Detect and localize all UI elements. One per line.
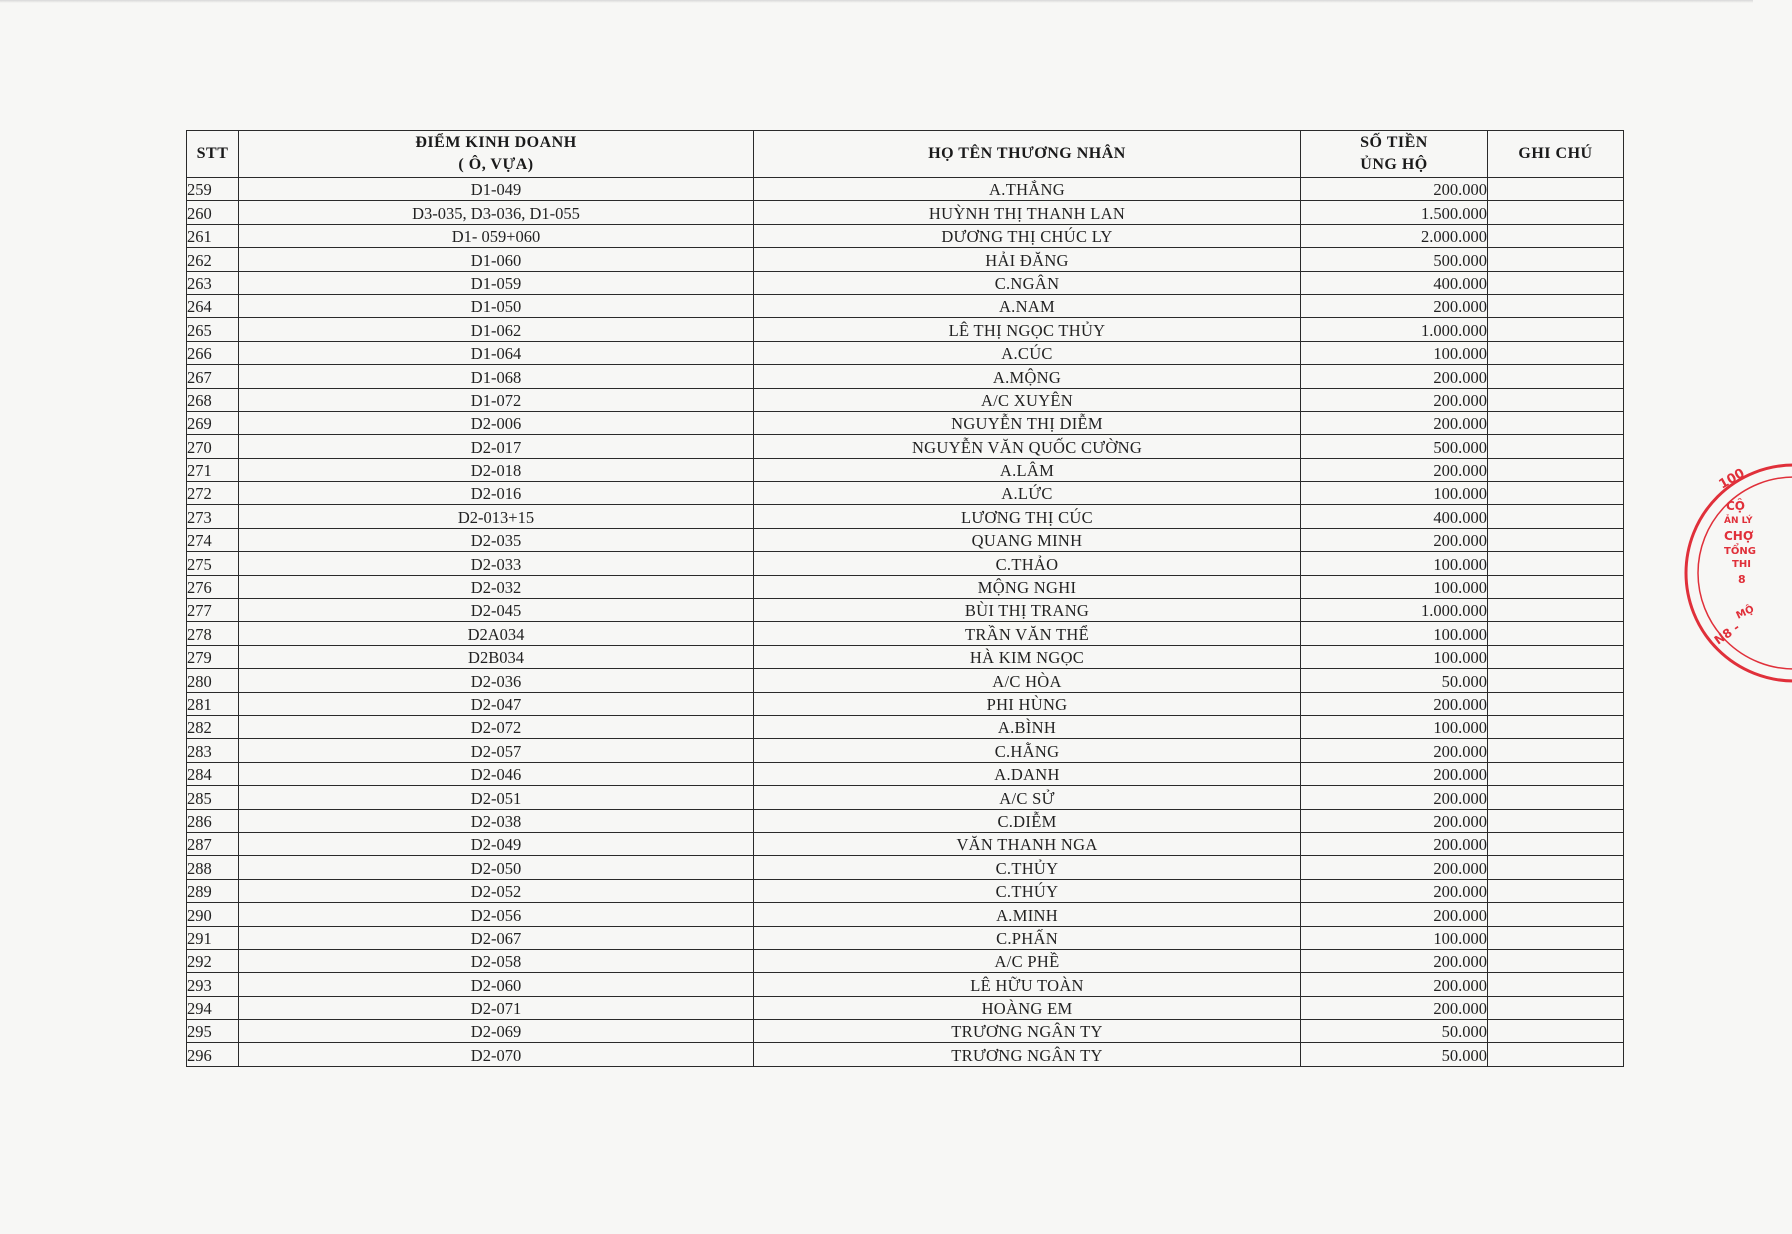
cell-note: [1488, 856, 1624, 879]
header-location-line2: ( Ô, VỰA): [458, 156, 534, 173]
table-row: [187, 786, 1624, 809]
cell-note: [1488, 1020, 1624, 1043]
cell-merchant: C.HẰNG: [754, 739, 1301, 762]
cell-stt: 271: [187, 458, 239, 481]
cell-note: [1488, 178, 1624, 201]
cell-location: D1-062: [239, 318, 754, 341]
cell-amount: 200.000: [1301, 903, 1488, 926]
cell-stt: 270: [187, 435, 239, 458]
cell-stt: 295: [187, 1020, 239, 1043]
table-row: [187, 996, 1624, 1019]
cell-location: D2-033: [239, 552, 754, 575]
table-header-row: [187, 131, 1624, 178]
cell-amount: 200.000: [1301, 856, 1488, 879]
cell-amount: 2.000.000: [1301, 224, 1488, 247]
cell-location: D2-057: [239, 739, 754, 762]
cell-stt: 288: [187, 856, 239, 879]
cell-location: D1-068: [239, 365, 754, 388]
cell-location: D2-046: [239, 762, 754, 785]
cell-location: D2-036: [239, 669, 754, 692]
cell-merchant: A.CÚC: [754, 341, 1301, 364]
header-note: GHI CHÚ: [1488, 131, 1624, 178]
cell-merchant: C.DIỄM: [754, 809, 1301, 832]
cell-amount: 100.000: [1301, 926, 1488, 949]
cell-amount: 200.000: [1301, 458, 1488, 481]
cell-amount: 100.000: [1301, 622, 1488, 645]
cell-note: [1488, 248, 1624, 271]
header-merchant: HỌ TÊN THƯƠNG NHÂN: [754, 131, 1301, 178]
cell-amount: 400.000: [1301, 271, 1488, 294]
cell-merchant: C.THỦY: [754, 856, 1301, 879]
cell-amount: 200.000: [1301, 411, 1488, 434]
cell-stt: 266: [187, 341, 239, 364]
cell-merchant: TRƯƠNG NGÂN TY: [754, 1043, 1301, 1066]
table-row: [187, 365, 1624, 388]
cell-merchant: LÊ THỊ NGỌC THỦY: [754, 318, 1301, 341]
table-row: [187, 622, 1624, 645]
cell-merchant: A/C SỬ: [754, 786, 1301, 809]
table-row: [187, 715, 1624, 738]
cell-merchant: HẢI ĐĂNG: [754, 248, 1301, 271]
table-row: [187, 809, 1624, 832]
cell-stt: 283: [187, 739, 239, 762]
cell-note: [1488, 435, 1624, 458]
table-row: [187, 552, 1624, 575]
cell-note: [1488, 903, 1624, 926]
cell-amount: 50.000: [1301, 1020, 1488, 1043]
seal-graphic: [1712, 455, 1792, 685]
cell-location: D2A034: [239, 622, 754, 645]
cell-stt: 289: [187, 879, 239, 902]
cell-merchant: LƯƠNG THỊ CÚC: [754, 505, 1301, 528]
cell-stt: 286: [187, 809, 239, 832]
cell-amount: 200.000: [1301, 388, 1488, 411]
cell-amount: 100.000: [1301, 341, 1488, 364]
cell-amount: 200.000: [1301, 973, 1488, 996]
cell-amount: 100.000: [1301, 715, 1488, 738]
cell-location: D2-070: [239, 1043, 754, 1066]
cell-stt: 263: [187, 271, 239, 294]
header-amount-line2: ỦNG HỘ: [1360, 156, 1428, 173]
table-row: [187, 435, 1624, 458]
cell-amount: 200.000: [1301, 692, 1488, 715]
cell-merchant: NGUYỄN VĂN QUỐC CƯỜNG: [754, 435, 1301, 458]
cell-location: D1-059: [239, 271, 754, 294]
cell-note: [1488, 739, 1624, 762]
cell-location: D1-060: [239, 248, 754, 271]
cell-location: D2B034: [239, 645, 754, 668]
table-row: [187, 669, 1624, 692]
cell-merchant: A/C XUYÊN: [754, 388, 1301, 411]
svg-text:N8 -: N8 -: [1711, 620, 1743, 648]
cell-amount: 200.000: [1301, 528, 1488, 551]
table-row: [187, 178, 1624, 201]
cell-note: [1488, 482, 1624, 505]
cell-location: D2-032: [239, 575, 754, 598]
cell-merchant: HÀ KIM NGỌC: [754, 645, 1301, 668]
cell-note: [1488, 294, 1624, 317]
cell-merchant: A/C HÒA: [754, 669, 1301, 692]
table-row: [187, 739, 1624, 762]
cell-location: D3-035, D3-036, D1-055: [239, 201, 754, 224]
cell-location: D1-064: [239, 341, 754, 364]
cell-merchant: QUANG MINH: [754, 528, 1301, 551]
cell-stt: 264: [187, 294, 239, 317]
cell-note: [1488, 388, 1624, 411]
cell-merchant: NGUYỄN THỊ DIỄM: [754, 411, 1301, 434]
cell-note: [1488, 996, 1624, 1019]
cell-stt: 280: [187, 669, 239, 692]
cell-amount: 200.000: [1301, 879, 1488, 902]
cell-note: [1488, 715, 1624, 738]
table-row: [187, 411, 1624, 434]
cell-location: D2-056: [239, 903, 754, 926]
cell-location: D2-050: [239, 856, 754, 879]
cell-stt: 273: [187, 505, 239, 528]
header-location: [239, 131, 754, 178]
cell-note: [1488, 599, 1624, 622]
cell-stt: 268: [187, 388, 239, 411]
table-row: [187, 879, 1624, 902]
cell-stt: 279: [187, 645, 239, 668]
cell-note: [1488, 832, 1624, 855]
table-row: [187, 341, 1624, 364]
cell-note: [1488, 318, 1624, 341]
cell-amount: 1.000.000: [1301, 318, 1488, 341]
cell-note: [1488, 528, 1624, 551]
cell-note: [1488, 622, 1624, 645]
cell-merchant: HUỲNH THỊ THANH LAN: [754, 201, 1301, 224]
cell-stt: 275: [187, 552, 239, 575]
cell-location: D2-052: [239, 879, 754, 902]
cell-location: D2-072: [239, 715, 754, 738]
cell-stt: 291: [187, 926, 239, 949]
cell-merchant: A.MỘNG: [754, 365, 1301, 388]
cell-note: [1488, 645, 1624, 668]
cell-stt: 287: [187, 832, 239, 855]
cell-stt: 292: [187, 949, 239, 972]
cell-amount: 200.000: [1301, 739, 1488, 762]
cell-amount: 1.000.000: [1301, 599, 1488, 622]
cell-merchant: A.MINH: [754, 903, 1301, 926]
header-stt: STT: [187, 131, 239, 178]
cell-location: D2-006: [239, 411, 754, 434]
cell-amount: 50.000: [1301, 669, 1488, 692]
cell-amount: 200.000: [1301, 809, 1488, 832]
cell-merchant: A.DANH: [754, 762, 1301, 785]
cell-merchant: HOÀNG EM: [754, 996, 1301, 1019]
cell-stt: 282: [187, 715, 239, 738]
svg-text:CỘ: CỘ: [1726, 499, 1746, 513]
cell-location: D2-018: [239, 458, 754, 481]
table-row: [187, 832, 1624, 855]
cell-location: D2-047: [239, 692, 754, 715]
cell-merchant: PHI HÙNG: [754, 692, 1301, 715]
cell-stt: 267: [187, 365, 239, 388]
svg-text:CHỢ: CHỢ: [1724, 529, 1754, 543]
cell-amount: 100.000: [1301, 645, 1488, 668]
cell-location: D2-013+15: [239, 505, 754, 528]
cell-merchant: MỘNG NGHI: [754, 575, 1301, 598]
cell-location: D2-058: [239, 949, 754, 972]
table-row: [187, 973, 1624, 996]
cell-stt: 259: [187, 178, 239, 201]
cell-merchant: C.THÚY: [754, 879, 1301, 902]
cell-amount: 50.000: [1301, 1043, 1488, 1066]
cell-merchant: A.BÌNH: [754, 715, 1301, 738]
table-row: [187, 645, 1624, 668]
cell-amount: 1.500.000: [1301, 201, 1488, 224]
svg-text:MỘ: MỘ: [1734, 603, 1756, 622]
cell-stt: 277: [187, 599, 239, 622]
table-row: [187, 224, 1624, 247]
cell-stt: 260: [187, 201, 239, 224]
cell-amount: 100.000: [1301, 575, 1488, 598]
cell-amount: 200.000: [1301, 178, 1488, 201]
header-amount: [1301, 131, 1488, 178]
cell-note: [1488, 879, 1624, 902]
cell-amount: 200.000: [1301, 365, 1488, 388]
table-row: [187, 294, 1624, 317]
cell-merchant: TRẦN VĂN THỂ: [754, 622, 1301, 645]
cell-note: [1488, 575, 1624, 598]
cell-note: [1488, 926, 1624, 949]
cell-amount: 200.000: [1301, 762, 1488, 785]
cell-location: D1-049: [239, 178, 754, 201]
cell-merchant: A/C PHỀ: [754, 949, 1301, 972]
cell-note: [1488, 224, 1624, 247]
cell-stt: 293: [187, 973, 239, 996]
table-row: [187, 926, 1624, 949]
cell-note: [1488, 669, 1624, 692]
cell-stt: 269: [187, 411, 239, 434]
cell-stt: 272: [187, 482, 239, 505]
table-row: [187, 949, 1624, 972]
cell-amount: 500.000: [1301, 435, 1488, 458]
cell-merchant: A.LỨC: [754, 482, 1301, 505]
table-row: [187, 248, 1624, 271]
table-row: [187, 692, 1624, 715]
svg-text:ẢN LÝ: ẢN LÝ: [1724, 516, 1753, 526]
donation-table: [186, 130, 1624, 1067]
cell-stt: 276: [187, 575, 239, 598]
cell-merchant: VĂN THANH NGA: [754, 832, 1301, 855]
cell-stt: 296: [187, 1043, 239, 1066]
cell-merchant: A.NAM: [754, 294, 1301, 317]
table-row: [187, 271, 1624, 294]
table-row: [187, 903, 1624, 926]
cell-note: [1488, 786, 1624, 809]
svg-text:TỔNG: TỔNG: [1724, 546, 1756, 557]
cell-location: D2-017: [239, 435, 754, 458]
cell-location: D2-060: [239, 973, 754, 996]
table-row: [187, 505, 1624, 528]
scan-edge: [0, 0, 1753, 3]
cell-amount: 100.000: [1301, 552, 1488, 575]
cell-note: [1488, 505, 1624, 528]
cell-merchant: A.LÂM: [754, 458, 1301, 481]
cell-note: [1488, 762, 1624, 785]
table-row: [187, 762, 1624, 785]
table-row: [187, 458, 1624, 481]
cell-amount: 500.000: [1301, 248, 1488, 271]
cell-amount: 200.000: [1301, 294, 1488, 317]
svg-text:8: 8: [1738, 573, 1746, 586]
cell-stt: 274: [187, 528, 239, 551]
cell-amount: 200.000: [1301, 832, 1488, 855]
header-amount-line1: SỐ TIỀN: [1360, 134, 1428, 151]
cell-stt: 278: [187, 622, 239, 645]
header-location-line1: ĐIỂM KINH DOANH: [415, 134, 577, 151]
cell-stt: 265: [187, 318, 239, 341]
table-row: [187, 1043, 1624, 1066]
table-row: [187, 1020, 1624, 1043]
cell-note: [1488, 809, 1624, 832]
svg-text:100: 100: [1716, 465, 1748, 493]
table-row: [187, 318, 1624, 341]
cell-amount: 100.000: [1301, 482, 1488, 505]
cell-note: [1488, 973, 1624, 996]
cell-merchant: DƯƠNG THỊ CHÚC LY: [754, 224, 1301, 247]
svg-text:THI: THI: [1732, 559, 1751, 570]
cell-merchant: BÙI THỊ TRANG: [754, 599, 1301, 622]
table-body: [187, 178, 1624, 1067]
cell-amount: 200.000: [1301, 949, 1488, 972]
table-row: [187, 575, 1624, 598]
cell-merchant: C.PHẤN: [754, 926, 1301, 949]
cell-stt: 285: [187, 786, 239, 809]
cell-location: D2-071: [239, 996, 754, 1019]
cell-location: D2-045: [239, 599, 754, 622]
cell-location: D2-016: [239, 482, 754, 505]
cell-note: [1488, 201, 1624, 224]
table-row: [187, 482, 1624, 505]
cell-location: D2-038: [239, 809, 754, 832]
cell-merchant: TRƯƠNG NGÂN TY: [754, 1020, 1301, 1043]
cell-amount: 400.000: [1301, 505, 1488, 528]
table-row: [187, 388, 1624, 411]
table-row: [187, 528, 1624, 551]
table-row: [187, 201, 1624, 224]
cell-merchant: C.THẢO: [754, 552, 1301, 575]
cell-location: D2-067: [239, 926, 754, 949]
cell-location: D2-035: [239, 528, 754, 551]
cell-note: [1488, 1043, 1624, 1066]
cell-merchant: C.NGÂN: [754, 271, 1301, 294]
cell-location: D1-050: [239, 294, 754, 317]
cell-amount: 200.000: [1301, 786, 1488, 809]
cell-merchant: A.THẮNG: [754, 178, 1301, 201]
cell-stt: 261: [187, 224, 239, 247]
cell-stt: 262: [187, 248, 239, 271]
cell-location: D2-049: [239, 832, 754, 855]
table-row: [187, 856, 1624, 879]
cell-merchant: LÊ HỮU TOÀN: [754, 973, 1301, 996]
cell-location: D1- 059+060: [239, 224, 754, 247]
cell-stt: 284: [187, 762, 239, 785]
cell-location: D2-051: [239, 786, 754, 809]
red-seal-stamp: [1711, 455, 1756, 685]
cell-stt: 290: [187, 903, 239, 926]
cell-note: [1488, 365, 1624, 388]
cell-note: [1488, 271, 1624, 294]
cell-note: [1488, 411, 1624, 434]
cell-stt: 294: [187, 996, 239, 1019]
cell-note: [1488, 341, 1624, 364]
cell-note: [1488, 692, 1624, 715]
cell-location: D1-072: [239, 388, 754, 411]
cell-note: [1488, 949, 1624, 972]
cell-note: [1488, 458, 1624, 481]
cell-stt: 281: [187, 692, 239, 715]
cell-location: D2-069: [239, 1020, 754, 1043]
cell-amount: 200.000: [1301, 996, 1488, 1019]
table-row: [187, 599, 1624, 622]
cell-note: [1488, 552, 1624, 575]
